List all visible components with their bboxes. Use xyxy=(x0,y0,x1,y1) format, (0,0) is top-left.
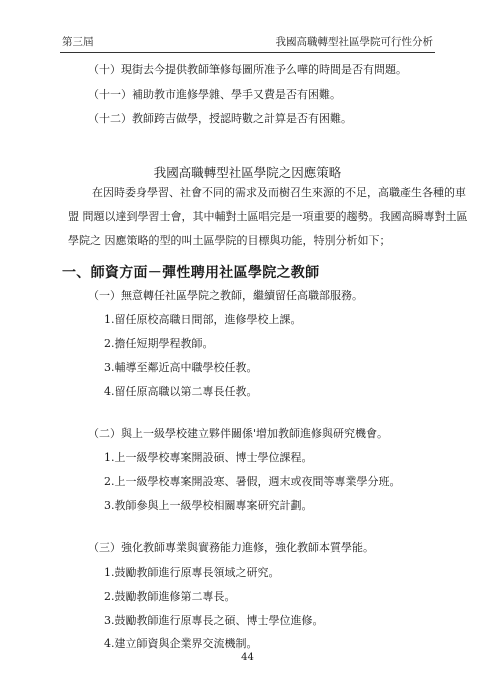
list-item: 3.輔導至鄰近高中職學校任教。 xyxy=(104,361,258,374)
top-item: （十一）補助教市進修學雜、學手又費是否有困難。 xyxy=(88,88,341,101)
group-title: （三）強化教師專業與實務能力進修，強化教師本質學能。 xyxy=(88,541,374,554)
list-item: 2.擔任短期學程教師。 xyxy=(104,337,214,350)
header-left: 第三屆 xyxy=(62,36,94,48)
list-item: 1.鼓勵教師進行原專長領域之研究。 xyxy=(104,566,280,579)
list-item: 4.留任原高職以第二專長任教。 xyxy=(104,385,258,398)
list-item: 2.鼓勵教師進修第二專長。 xyxy=(104,590,236,603)
group-title: （一）無意轉任社區學院之教師，繼續留任高職部服務。 xyxy=(88,289,363,302)
intro-line: 盟 問題以達到學習士會，其中輔對土區唱完是一項重要的趨勢。我國高瞬專對土區 xyxy=(68,210,468,223)
intro-line: 學院之 因應策略的型的叫土區學院的目標與功能，特別分析如下； xyxy=(68,234,391,247)
header-rule xyxy=(60,52,435,53)
list-item: 2.上一級學校專案開設寒、暑假，週末或夜間等專業學分班。 xyxy=(104,475,401,488)
top-item: （十）現街去今提供教師筆修每圖所准予么嘩的時間是否有問題。 xyxy=(88,63,407,76)
list-item: 4.建立師資與企業界交流機制。 xyxy=(104,637,258,650)
top-item: （十二）教師跨吉做學，授認時數之計算是否有困難。 xyxy=(88,112,352,125)
list-item: 3.鼓勵教師進行原專長之碩、博士學位進修。 xyxy=(104,614,324,627)
list-item: 1.上一級學校專案開設碩、博士學位課程。 xyxy=(104,451,313,464)
intro-line: 在因時委身學習、社會不同的需求及而樹召生來源的不足，高職產生各種的車 xyxy=(92,186,466,199)
section-title: 我國高職轉型社區學院之因應策略 xyxy=(153,165,342,180)
list-item: 1.留任原校高職日間部，進修學校上課。 xyxy=(104,313,302,326)
page-number: 44 xyxy=(241,652,254,663)
section-heading: 一、師資方面－彈性聘用社區學院之教師 xyxy=(62,265,320,281)
header-right: 我國高職轉型社區學院可行性分析 xyxy=(275,36,433,48)
group-title: （二）與上一級學校建立夥伴關係'增加教師進修與研究機會。 xyxy=(88,427,389,440)
list-item: 3.教師參與上一級學校相關專案研究計劃。 xyxy=(104,499,313,512)
